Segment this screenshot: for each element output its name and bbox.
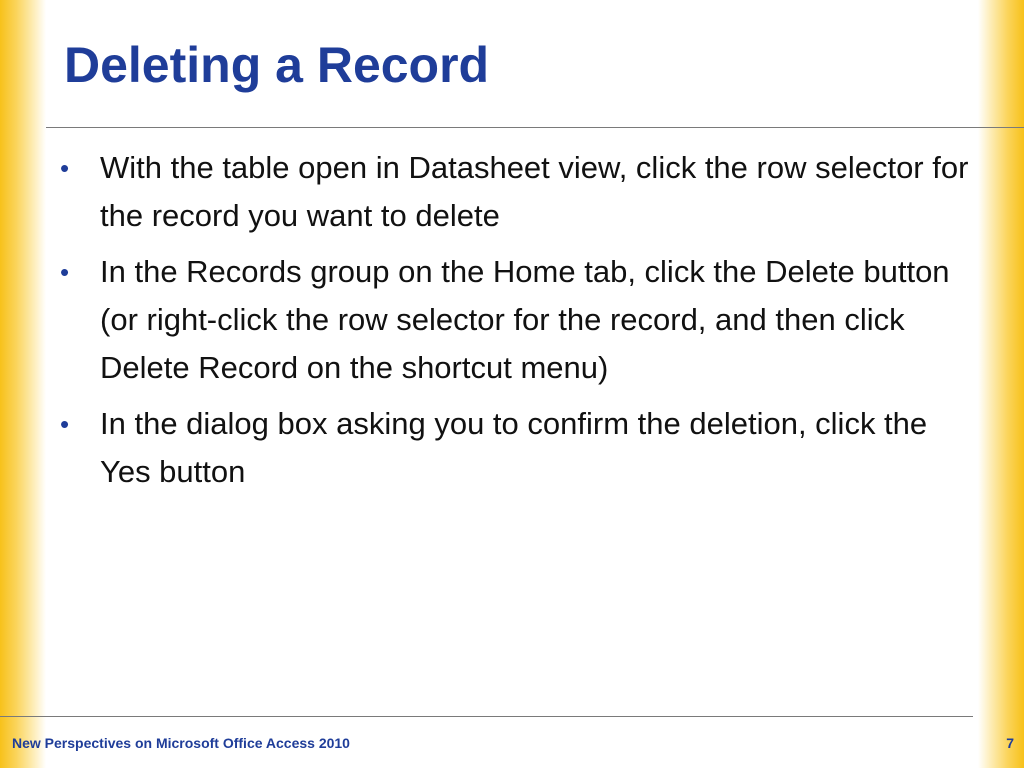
bullet-icon: • xyxy=(60,409,70,439)
title-divider xyxy=(46,127,1024,128)
bullet-item xyxy=(60,248,970,392)
bullet-text: With the table open in Datasheet view, click the row selector for the record you want to delete xyxy=(100,150,969,233)
bullet-icon: • xyxy=(60,257,70,287)
page-number: 7 xyxy=(1006,735,1014,751)
bullet-item xyxy=(60,144,970,240)
footer-divider xyxy=(0,716,973,717)
right-accent-bar xyxy=(978,0,1024,768)
slide-title: Deleting a Record xyxy=(64,37,490,93)
left-accent-bar xyxy=(0,0,46,768)
footer-course-title: New Perspectives on Microsoft Office Access 2010 xyxy=(12,735,350,751)
bullet-item xyxy=(60,400,970,496)
bullet-icon: • xyxy=(60,153,70,183)
bullet-text: In the dialog box asking you to confirm the deletion, click the Yes button xyxy=(100,406,928,489)
bullet-text: In the Records group on the Home tab, click the Delete button (or right-click the row selector for the record, and then click Delete Record on the shortcut menu) xyxy=(100,254,950,385)
bullet-list xyxy=(60,144,970,504)
